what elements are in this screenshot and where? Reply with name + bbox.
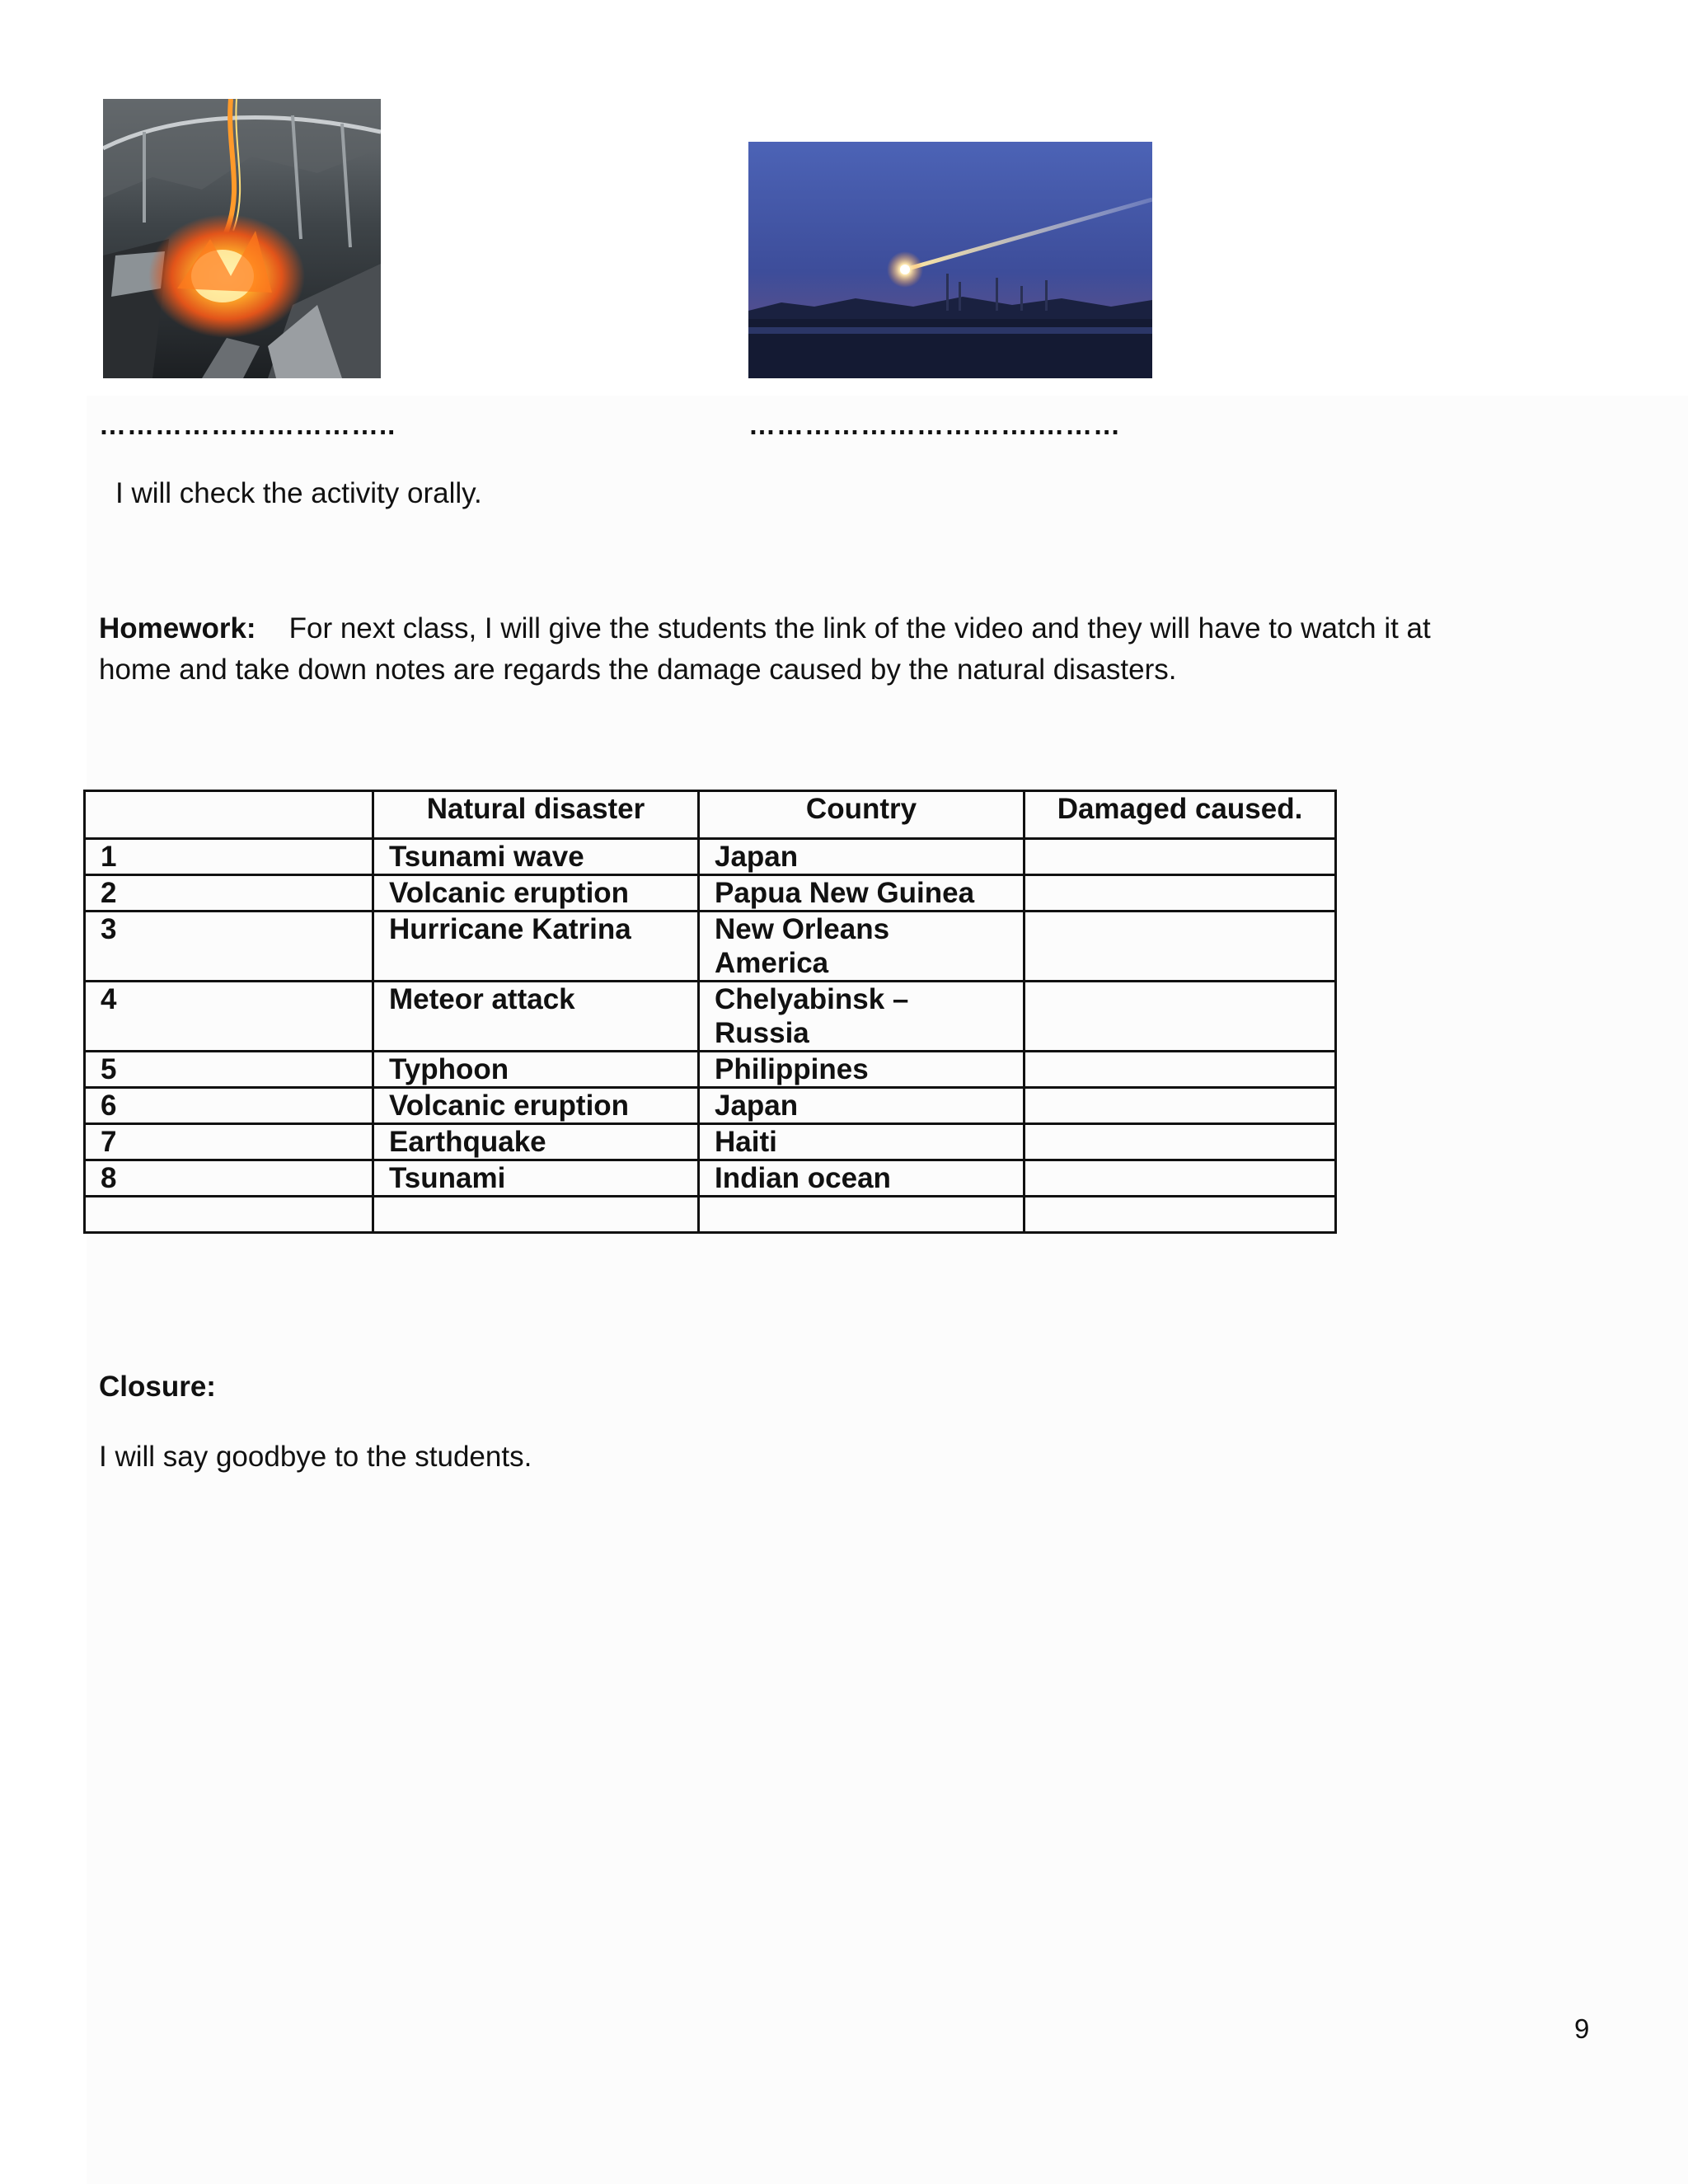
homework-text-1: For next class, I will give the students the link of the video and they will have to watch it at: [288, 612, 1431, 644]
table-row: [85, 1160, 1336, 1197]
row-damage: [1025, 839, 1336, 875]
row-disaster: [373, 1197, 699, 1233]
row-number: 1: [85, 839, 373, 875]
table-row: [85, 982, 1336, 1052]
row-number: 4: [85, 982, 373, 1052]
table-row: [85, 875, 1336, 912]
header-cell-disaster: Natural disaster: [373, 791, 699, 839]
row-disaster: Earthquake: [373, 1124, 699, 1160]
row-number: 7: [85, 1124, 373, 1160]
row-number: 5: [85, 1052, 373, 1088]
row-damage: [1025, 875, 1336, 912]
row-country: Papua New Guinea: [699, 875, 1025, 912]
table-row: [85, 1052, 1336, 1088]
row-disaster: Meteor attack: [373, 982, 699, 1052]
closure-text: I will say goodbye to the students.: [99, 1441, 532, 1473]
row-number: [85, 1197, 373, 1233]
row-number: 3: [85, 912, 373, 982]
closure-label: Closure:: [99, 1371, 216, 1403]
meteor-picture: [748, 142, 1152, 378]
header-cell-number: [85, 791, 373, 839]
answer-line-right: ………………………….………: [748, 410, 1122, 440]
row-damage: [1025, 1088, 1336, 1124]
answer-line-left: …………………………..: [99, 410, 396, 440]
row-disaster: Tsunami: [373, 1160, 699, 1197]
row-number: 6: [85, 1088, 373, 1124]
row-number: 8: [85, 1160, 373, 1197]
table-row: [85, 1124, 1336, 1160]
row-damage: [1025, 1124, 1336, 1160]
row-damage: [1025, 1197, 1336, 1233]
row-country: Indian ocean: [699, 1160, 1025, 1197]
fire-tornado-picture: [103, 99, 381, 378]
row-country: Chelyabinsk – Russia: [699, 982, 1025, 1052]
fire-tornado-image: [103, 99, 381, 378]
row-country: Japan: [699, 1088, 1025, 1124]
row-country: Philippines: [699, 1052, 1025, 1088]
row-disaster: Tsunami wave: [373, 839, 699, 875]
table-row: [85, 839, 1336, 875]
row-disaster: Hurricane Katrina: [373, 912, 699, 982]
header-cell-damage: Damaged caused.: [1025, 791, 1336, 839]
header-cell-country: Country: [699, 791, 1025, 839]
disasters-table: [83, 790, 1337, 1234]
table-row: [85, 1088, 1336, 1124]
row-disaster: Volcanic eruption: [373, 1088, 699, 1124]
homework-line-2: home and take down notes are regards the damage caused by the natural disasters.: [99, 654, 1177, 686]
table-row-empty: [85, 1197, 1336, 1233]
homework-label: Homework:: [99, 612, 256, 644]
row-country: [699, 1197, 1025, 1233]
homework-line-1: [99, 610, 1431, 648]
row-country: Haiti: [699, 1124, 1025, 1160]
row-disaster: Volcanic eruption: [373, 875, 699, 912]
row-country: Japan: [699, 839, 1025, 875]
row-damage: [1025, 1160, 1336, 1197]
table-header-row: [85, 791, 1336, 839]
row-damage: [1025, 982, 1336, 1052]
meteor-image: [748, 142, 1152, 378]
row-damage: [1025, 912, 1336, 982]
activity-check-text: I will check the activity orally.: [115, 477, 482, 509]
row-damage: [1025, 1052, 1336, 1088]
row-country: New Orleans America: [699, 912, 1025, 982]
row-disaster: Typhoon: [373, 1052, 699, 1088]
page-number: 9: [1574, 2013, 1590, 2044]
row-number: 2: [85, 875, 373, 912]
table-row: [85, 912, 1336, 982]
